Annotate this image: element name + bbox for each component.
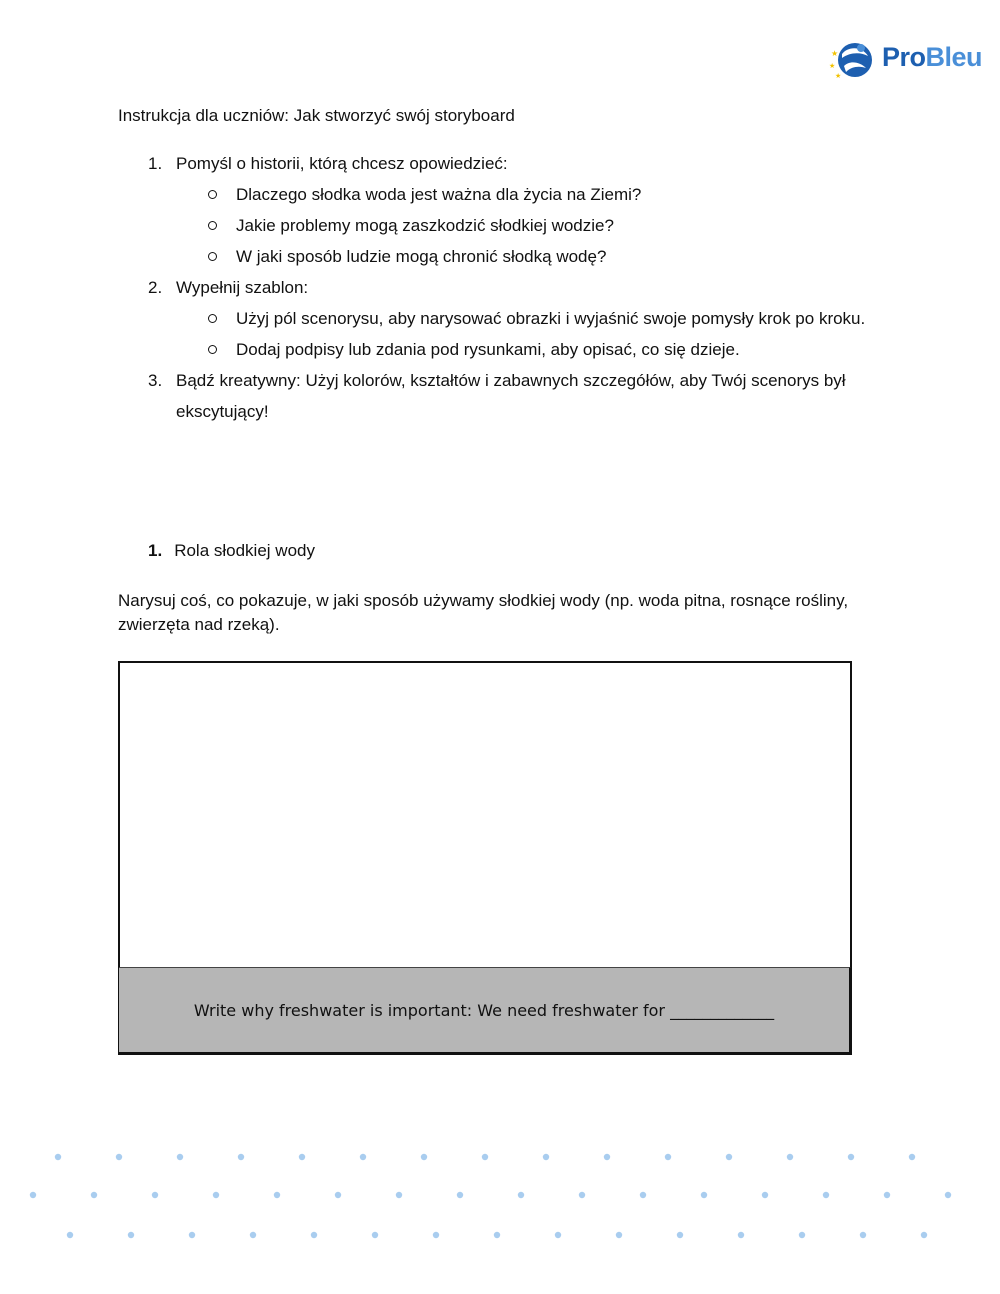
svg-text:★: ★ (829, 62, 836, 70)
substep-text: Użyj pól scenorysu, aby narysować obrazki i wyjaśnić swoje pomysły krok po kroku. (236, 309, 866, 328)
step-number: 1. (148, 154, 163, 173)
step-text: Wypełnij szablon: (176, 278, 309, 297)
section-number: 1. (148, 541, 163, 560)
caption-text: Write why freshwater is important: We need freshwater for _____________ (193, 1000, 775, 1020)
substep-text: Jakie problemy mogą zaszkodzić słodkiej wodzie? (236, 216, 614, 235)
substep-text: Dlaczego słodka woda jest ważna dla życia na Ziemi? (236, 185, 642, 204)
substep-1-2 (118, 210, 878, 241)
decorative-dot-pattern (0, 1140, 1000, 1260)
step-number: 3. (148, 371, 163, 390)
circle-bullet-icon (208, 190, 217, 199)
logo-text-bleu: Bleu (925, 42, 983, 72)
substep-2-1 (118, 303, 878, 334)
svg-text:★: ★ (831, 49, 839, 58)
probleu-logo (828, 36, 988, 84)
substep-1-1 (118, 179, 878, 210)
step-1 (118, 148, 878, 179)
instructions-heading: Instrukcja dla uczniów: Jak stworzyć swój storyboard (118, 106, 515, 125)
substep-2-2 (118, 334, 878, 365)
circle-bullet-icon (208, 314, 217, 323)
substep-text: W jaki sposób ludzie mogą chronić słodką wodę? (236, 247, 607, 266)
circle-bullet-icon (208, 345, 217, 354)
logo-text-pro: Pro (882, 42, 926, 72)
step-2 (118, 272, 878, 303)
section-description: Narysuj coś, co pokazuje, w jaki sposób używamy słodkiej wody (np. woda pitna, rosnące rośliny, zwierzęta nad rzeką). (118, 591, 849, 634)
probleu-wordmark (882, 42, 982, 73)
section-title-text: Rola słodkiej wody (174, 541, 315, 560)
section-title (148, 541, 315, 561)
svg-text:★: ★ (835, 72, 842, 80)
step-number: 2. (148, 278, 163, 297)
probleu-logo-icon (828, 36, 878, 84)
instructions-list (118, 148, 878, 427)
caption-bar[interactable] (119, 967, 851, 1054)
step-text: Pomyśl o historii, którą chcesz opowiedzieć: (176, 154, 508, 173)
circle-bullet-icon (208, 221, 217, 230)
substep-text: Dodaj podpisy lub zdania pod rysunkami, aby opisać, co się dzieje. (236, 340, 740, 359)
step-3 (118, 365, 878, 427)
circle-bullet-icon (208, 252, 217, 261)
step-text: Bądź kreatywny: Użyj kolorów, kształtów i zabawnych szczegółów, aby Twój scenorys był ekscytujący! (176, 371, 846, 421)
substep-1-3 (118, 241, 878, 272)
